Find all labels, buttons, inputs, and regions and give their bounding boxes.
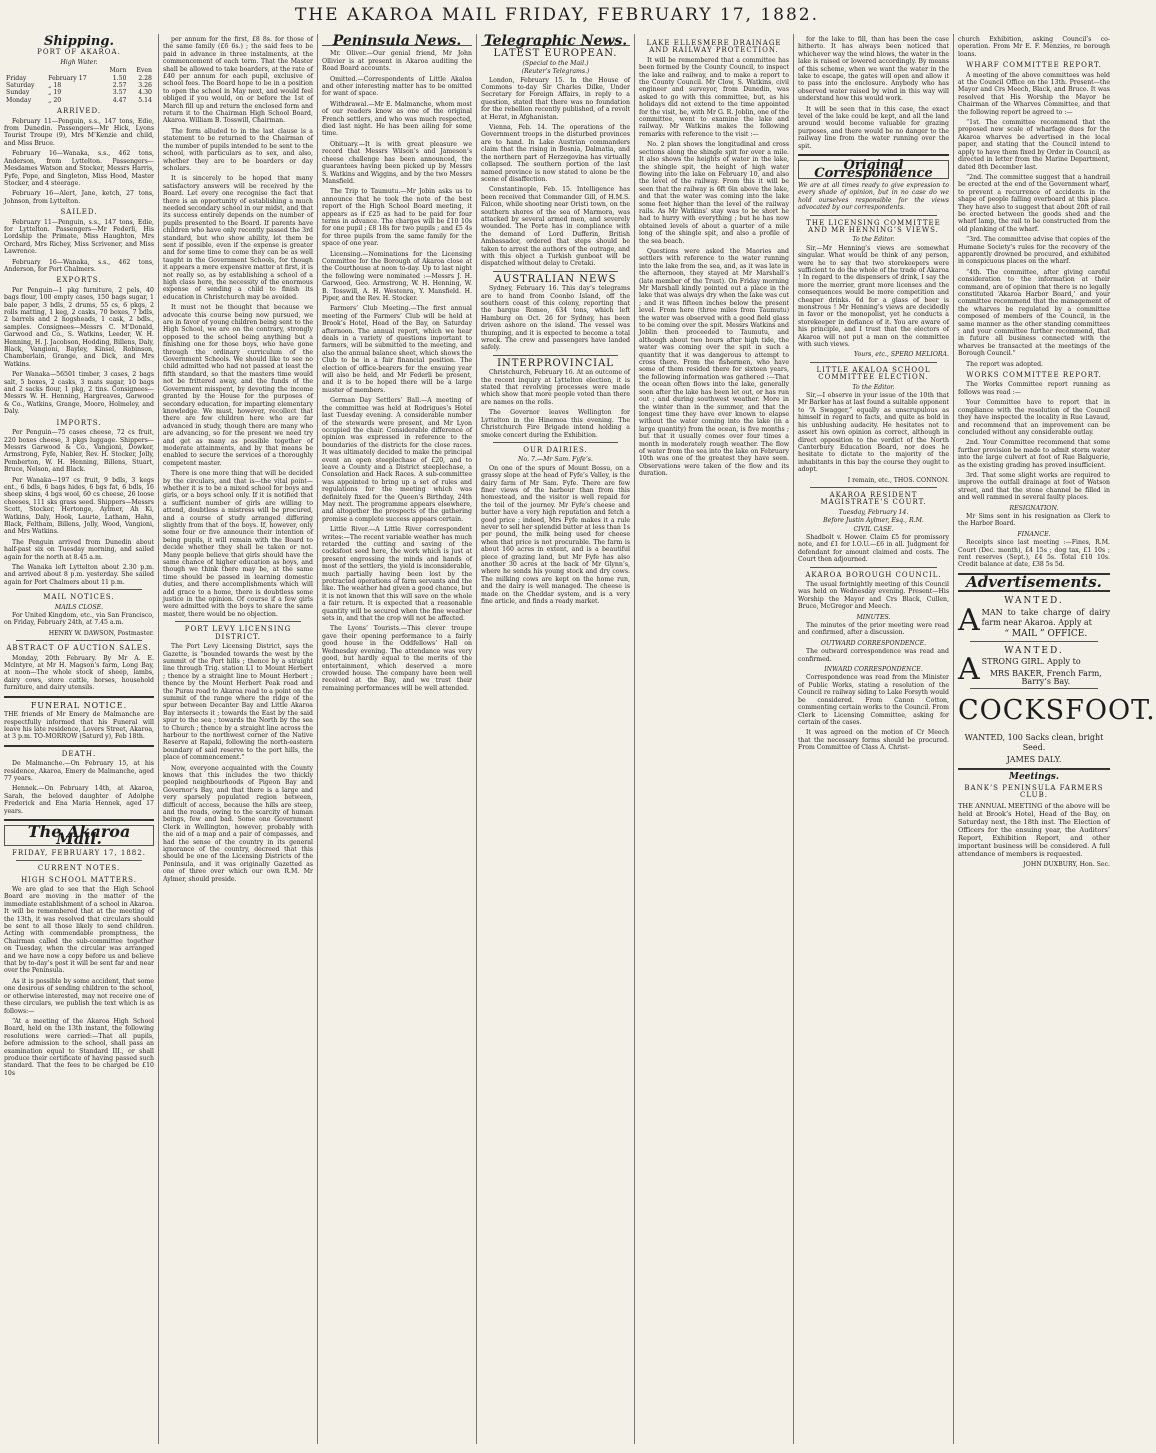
column-rule [317, 34, 318, 1444]
news-paragraph: Farmers’ Club Meeting.—The first annual meeting of the Farmers’ Club will be held at Brook’s Hotel, Head of the Bay, on Saturday afternoon. The annual report, which we hear deals in a variety of questions important to farmers, will be submitted to the meeting, and also the annual balance sheet, which shows the Club to be in a fair financial position. The election of office-bearers for the ensuing year will also be held, and Mr Federli be present, and it is to be hoped there will be a large muster of members. [322, 305, 472, 394]
tide-even: 4.30 [138, 89, 152, 97]
tide-table [4, 67, 154, 104]
tide-morn: 1.50 [112, 74, 127, 82]
tide-date: „ 20 [48, 96, 62, 104]
australian-paragraph: Sydney, February 16. This day’s telegrams are to hand from Coonbo Island, off the southern coast of this colony, reporting that the barque Romeo, 634 tons, which left Hamburg on Oct. 26 for Sydney, has been driven ashore on the island. The vessel was thumping, and it is expected to become a total wreck. The crew and passengers have landed safely. [481, 285, 630, 352]
lake-paragraph: No. 2 plan shows the longitudinal and cross sections along the shingle spit for over a mile. It also shows the heights of water in the lake, the shingle spit, the height of high water flowing into the lake on February 10, and also the level of the railway. From this it will be seen that the railway is 6ft 6in above the lake, and that the water was coming into the lake some feet higher than the level of the railway rails. As Mr Watkins’ stay was to be short he had to hurry with everything ; but he has now obtained levels of about a quarter of a mile long of the shingle spit, and also a profile of the sea beach. [639, 141, 789, 245]
school-continued: It is sincerely to be hoped that many satisfactory answers will be received by the Board. Let every one recognise the fact that there is an opportunity of establishing a much needed secondary school in our midst, and that its success entirely depends on the number of pupils presented to the Board. If parents have children who have only recently passed the 3rd standard, but who show ability, let them be sent if possible, even if the expense is greater and for some time to come they can be as well taught in the Government Schools, for though it appears a mere expensive matter at first, it is not really so, as by establishing a school of a high class here, the necessity of the enormous expense of sending a child to finish its education in Christchurch may be avoided. [163, 175, 313, 301]
borough-heading: AKAROA BOROUGH COUNCIL. [805, 570, 942, 579]
council-continued: church Exhibition, asking Council’s co-operation. From Mr E. F. Menzies, re borough loans. [958, 36, 1110, 58]
european-paragraph: Vienna, Feb. 14. The operations of the Government troops in the disturbed provinces are to hand. In Lake Austrian commanders claim that the rising in Bosnia, Dalmatia, and the northern part of Herzegovina has virtually collapsed. The southern portion of the last named province is now stated to alone be the scene of disaffection. [481, 124, 630, 183]
tide-morn: 3.57 [112, 89, 127, 97]
exports-entry: Per Wanaka—56501 timber, 3 cases, 2 bags salt, 5 boxes, 2 casks, 3 mats sugar, 10 bags and 2 sacks flour, 1 pkg, 2 tins. Consignees—Messrs W. H. Henning, Hargreaves, Garwood & Co., Watkins, Grange, Moore, Holmeley, and Daly. [4, 371, 154, 416]
column-rule [953, 34, 954, 1444]
school-paragraph: “At a meeting of the Akaroa High School Board, held on the 13th instant, the following resolutions were carried:—That all pupils, before admission to the school, shall pass an examination equal to Standard III., or shall produce their certificate of having passed such standard. That the fees to be charged be £10 10s [4, 1017, 154, 1077]
advert-girl [958, 646, 1110, 688]
lake-paragraph: Questions were asked the Maories and settlers with reference to the water running into the lake from the sea, and, as it was late in the afternoon, they stayed at Mr Marshall’s (late member of the Trust). On Friday morning Mr Marshall kindly pointed out a place in the lake that was always dry when the lake was cut ; and it was fifteen inches below the present level. From here (three miles from Taumutu) the water was observed with a good field glass to be coming over the spit. Messrs Watkins and Joblin then proceeded to Taumutu, and although about two hours after high tide, the water was coming over the spit in such a quantity that it was dangerous to attempt to cross there. From the fishermen, who have some of them resided there for sixteen years, the following information was gathered :—That the ocean often flows into the lake, generally soon after the lake has been let out, or has run out ; and during southwest weather. More in the winter than in the summer, and that the longest time they have ever known to elapse without the water coming into the lake (in a large quantity) from the ocean, is five months ; but that it usually comes over four times a month in moderately rough weather. The flow of water from the sea into the lake on February 10th was one of the greatest they have seen. Observations were taken of the flow and its duration. [639, 247, 789, 478]
tide-day: Friday [6, 74, 27, 82]
news-paragraph: Obituary.—It is with great pleasure we record that Messrs Wilson’s and Jameson’s cheese challenge has been announced, the guarantees having been picked up by Messrs S. Watkins and Wiggins, and by the two Messrs Mansfield. [322, 140, 472, 185]
editor-notice: We are at all times ready to give expression to every shade of opinion, but in no case do we hold ourselves responsible for the views advocated by our correspondents. [798, 181, 949, 212]
wharf-paragraph: A meeting of the above committees was held at the Council Office on the 13th. Present—the Mayor and Crs Meech, Black, and Bruce. It was resolved that His Worship the Mayor be Chairman of the Wharves Committee, and that the following report be agreed to :— [958, 71, 1110, 116]
advert-sign: “ MAIL ” OFFICE. [1004, 628, 1088, 639]
column-rule [793, 34, 794, 1444]
shipping-title: Shipping. [44, 34, 114, 49]
borough-text: The usual fortnightly meeting of this Council was held on Wednesday evening. Present—His Worship the Mayor and Crs Black, Cullen, Bruce, McGregor and Meech. [798, 581, 949, 611]
wharf-paragraph: “4th. The committee, after giving careful consideration to the information at their command, are of opinion that there is no legally constituted ‘Akaroa Harbor Board,’ and your committee recommend that the management of the wharves be regulated by a committee composed of members of the Council, in the same manner as the other standing committees ; and your committee further recommend, that in future all business connected with the wharves be transacted at the meetings of the Borough Council.” [958, 268, 1110, 358]
advert-wanted: WANTED. [1004, 596, 1064, 607]
table-row [4, 89, 154, 96]
bank-text: THE ANNUAL MEETING of the above will be held at Brook’s Hotel, Head of the Bay, on Saturday next, the 18th inst. The Election of Officers for the ensuing year, the Auditors’ Report, Exhibition Report, and other important business will be considered. A full attendance of members is requested. [958, 801, 1110, 858]
works-paragraph: 3rd. That some slight works are required to improve the outfall drainage at foot of Watson street, and that the stone channel be filled in and well rammed in several faulty places. [958, 471, 1110, 502]
death-entry: Hennek.—On February 14th, at Akaroa, Sarah, the beloved daughter of Adolphe Frederick and Ena Maria Hennek, aged 17 years. [4, 785, 154, 815]
high-water-heading: High Water. [60, 58, 98, 66]
meetings-title: Meetings. [1008, 771, 1060, 782]
current-heading: CURRENT NOTES. [37, 864, 121, 873]
licensing-paragraph: Now, everyone acquainted with the County knows that this includes the two thickly peopled neighbourhoods of Pigeon Bay and Governor’s Bay, and that there is a large and very sparsely populated region between, difficult of access, because the hills are steep, and the roads, owing to the scarcity of human beings, few and bad. Some one Government Clerk in Wellington, however, probably with the aid of a map and a pair of compasses, and had the sense of the country in its general ignorance of the country, decreed that this should be one of the Licensing Districts of the Peninsula, and it was originally Gazetted as one of three over which our own R.M. Mr Aylmer, should preside. [163, 764, 313, 883]
exports-heading: EXPORTS. [56, 276, 102, 285]
interprovincial-paragraph: The Governor leaves Wellington for Lyttelton in the Hinemoa this evening. The Christchurch Fire Brigade intend holding a smoke concert during the Exhibition. [481, 409, 630, 439]
masthead: THE AKAROA MAIL FRIDAY, FEBRUARY 17, 1882. [294, 5, 819, 25]
interprovincial-paragraph: Christchurch, February 16. At an outcome of the recent inquiry at Lyttelton election, it is stated that revolving processes were made which show that more people voted than there are names on the rolls. [481, 369, 630, 406]
news-paragraph: Omitted.—Correspondents of Little Akaloa and other interesting matter has to be omitted for want of space. [322, 75, 472, 98]
advert-drop-letter: A [958, 652, 980, 688]
telegraphic-title: Telegraphic News. [481, 38, 630, 46]
postmaster: HENRY W. DAWSON, Postmaster. [48, 629, 154, 637]
peninsula-title: Peninsula News. [322, 38, 472, 46]
tide-day: Saturday [6, 82, 35, 90]
column-3 [322, 33, 472, 1446]
lake-heading: LAKE ELLESMERE DRAINAGE AND RAILWAY PROTECTION. [646, 39, 782, 55]
letter-paragraph: Sir,—I observe in your issue of the 10th that Mr Barker has at last found a suitable opponent to “A Swagger,” equally as unscrupulous as himself in regard to facts, and quite as bold in his unblushing audacity. He hesitates not to assert his own opinion as correct, although in direct opposition to the verdict of the North Canterbury Education Board, nor does he hesitate to dictate to the majority of the inhabitants in this bay the course they ought to adopt. [798, 392, 949, 474]
tide-header: Morn [109, 67, 127, 75]
inward-heading: INWARD CORRESPONDENCE. [824, 666, 923, 674]
outward-text: The outward correspondence was read and confirmed. [798, 648, 949, 663]
news-paragraph: Licensing.—Nominations for the Licensing Committee for the Borough of Akaroa close at the Courthouse at noon to-day. Up to last night the following were nominated :—Messrs J. H. Garwood, Geo. Armstrong, W. H. Henning, W. B. Tosswill, A. H. Westenra, Y. Mansfield. H. Piper, and the Rev. H. Stocker. [322, 250, 472, 302]
abstract-heading: ABSTRACT OF AUCTION SALES. [6, 644, 152, 653]
school-continued: There is one more thing that will be decided by the circulars, and that is—the vital point—whether it is to be a mixed school for boys and girls, or a boys school only. If it is notified that a sufficient number of girls are willing to attend, doubtless a mistress will be procured, and a course of study arranged differing slightly from that of the boys. If, however, only some four or five announce their intention of being pupils, it will remain with the Board to decide whether they shall be taken or not. Many people believe that girls should have the same chance of higher education as boys, and though we think there may be, at the same time should be passed in learning domestic duties, and there accomplishments which will add grace to a home, there is doubtless some justice in the opinion. Of course if a few girls were admitted with the boys to share the same master, there would be no objection. [163, 470, 313, 618]
reuter-note: (Reuter’s Telegrams.) [521, 68, 590, 76]
arrived-entry: February 16—Wanaka, s.s., 462 tons, Anderson, from Lyttelton. Passengers—Mesdames Watson and Stocker, Messrs Harris, Fyfe, Pope, and Singleton, Miss Hood, Master Stocker, and 4 steerage. [4, 150, 154, 187]
bank-sign: JOHN DUXBURY, Hon. Sec. [1023, 860, 1110, 868]
tide-even: 3.26 [138, 82, 152, 90]
advert-dairy [958, 598, 1110, 638]
tide-even: 2.28 [138, 74, 152, 82]
column-4 [481, 33, 630, 1446]
news-paragraph: Mr. Oliver.—Our genial friend, Mr John Ollivier is at present in Akaroa auditing the Road Board accounts. [322, 50, 472, 73]
table-row [4, 75, 154, 82]
wharf-paragraph: “1st. The committee recommend that the proposed new scale of wharfage dues for the Akaroa wharves be advertised in the local paper, and stating that the Council intend to apply to have them fixed by Order in Council, as directed in letter from the Marine Department, dated 8th December last. [958, 119, 1110, 171]
cocksfoot-headline: COCKSFOOT. [958, 695, 1156, 727]
funeral-heading: FUNERAL NOTICE. [30, 700, 128, 710]
lake-continued: It will be seen that in this case, the exact level of the lake could be kept, and all the land around would become valuable for grazing purposes, and there would be no danger to the railway line from the water running over the spit. [798, 105, 949, 150]
to-editor: To the Editor. [852, 383, 895, 391]
mail-text: For United Kingdom, etc., via San Francisco, on Friday, February 24th, at 7.45 a.m. [4, 612, 154, 627]
closing-text: It was agreed on the motion of Cr Meech that the necessary forms should be procured. From Committee of Class A. Christ- [798, 729, 949, 752]
column-6 [798, 36, 949, 1446]
resignation-heading: RESIGNATION. [1009, 504, 1059, 512]
court-heading: AKAROA RESIDENT MAGISTRATE’S COURT. [820, 490, 927, 507]
licensing-paragraph: The Port Levy Licensing District, says the Gazette, is “bounded towards the west by the summit of the Port hills ; thence by a straight line through Trig. station L1 to Mount Herbert ; thence by a straight line to Mount Herbert ; thence by the Mount Herbert Peak road and the Purau road to Akaroa road to a point on the summit of the range where the ridge of the spur between Decanter Bay and Little Akaroa Bay intersects it ; towards the East by the said spur to the sea ; towards the North by the sea to Church ; thence by a straight line across the harbour to the northwest corner of the Native Reserve at Rapaki, following the north-eastern boundary of said reserve to the port hills, the place of commencement.” [163, 643, 313, 762]
wharf-heading: WHARF COMMITTEE REPORT. [966, 61, 1102, 70]
dairies-paragraph: On one of the spurs of Mount Bossu, on a grassy slope at the head of Fyfe’s Valley, is the dairy farm of Mr Sam. Fyfe. There are few finer views of the harbour than from this homestead, and the visitor is well repaid for the toil of the journey. Mr Fyfe’s cheese and butter have a very high reputation and fetch a good price ; indeed, Mrs Fyfe makes it a rule never to sell her splendid butter at less than 1s per pound, the milk being used for cheese when that price is not procurable. The farm is about 160 acres in extent, and is a beautiful piece of grazing land, but Mr Fyfe has also another 30 acres at the back of Mr Glynn’s, where he sends his young stock and dry cows. The milking cows are kept on the home run, and the dairy is well managed. The cheese is made on the Cheddar system, and is a very fine article, and finds a ready market. [481, 464, 630, 606]
european-paragraph: Constantinople, Feb. 15. Intelligence has been received that Commander Gill, of H.M.S. Falcon, while shooting near Oristi town, on the southern shores of the sea of Marmora, was attacked by several armed men, and severely wounded. The Porte has in compliance with the demand of Lord Dufferin, British Ambassador, ordered that steps should be taken to arrest the authors of the outrage, and with this object a Turkish gunboat will be dispatched without delay to Cretaki. [481, 186, 630, 268]
finance-text: Receipts since last meeting :—Fines, R.M. Court (Dec. month), £4 15s ; dog tax, £1 10s ; rent reserves (Sept.), £4 5s. Total £10 10s. Credit balance at date, £38 5s 5d. [958, 539, 1110, 569]
arrived-entry: February 16—Alert, Jane, ketch, 27 tons, Johnson, from Lyttelton. [4, 190, 154, 205]
dairies-sub: No. 7.—Mr Sam. Fyfe’s. [518, 456, 593, 464]
licensing-heading: PORT LEVY LICENSING DISTRICT. [184, 625, 292, 641]
column-rule [476, 34, 477, 1444]
tide-morn: 4.47 [112, 96, 127, 104]
works-heading: WORKS COMMITTEE REPORT. [966, 371, 1102, 380]
civil-case-heading: CIVIL CASE. [853, 525, 894, 533]
minutes-text: The minutes of the prior meeting were read and confirmed, after a discussion. [798, 622, 949, 637]
imports-entry: Per Wanaka—197 cs fruit, 9 bdls, 3 kegs ent., 6 bdls, 6 bags hides, 6 bgs fat, 6 bdls, 16 sheep skins, 4 bgs wool, 60 cs cheese, 26 loose cheeses, 111 sks grass seed. Shippers—Messrs Scott, Stocker, Hertonge, Aylmer, Ah Ki, Watkins, Daly, Hook, Laurie, Latham, Hahn, Black, Feltham, Billens, Jolly, Wood, Vangioni, and Mrs Watkins. [4, 476, 154, 536]
news-paragraph: Little River.—A Little River correspondent writes:—The recent variable weather has much retarded the cutting and saving of the cocksfoot seed here, the work which is just at present engrossing the minds and hands of most of the settlers, the yield is inconsiderable, much partially having been lost by the protracted operations of farm servants and the like. The weather had given a good chance, but it is not known that this will save on the whole a fair return. It is expected that a reasonable quantity will be secured when the fine weather sets in, and that the crop will not be affected. [322, 526, 472, 623]
table-row [4, 97, 154, 104]
sailed-heading: SAILED. [60, 208, 98, 217]
lake-continued: for the lake to fill, than has been the case hitherto. It has always been noticed that whichever way the wind blows, the water in the lake is raised or lowered accordingly. By means of this scheme, when we want the water in the lake to escape, the gates will open and allow it to pass into the enclosure. Anybody who has observed water raised by wind in this way will understand how this would work. [798, 36, 949, 103]
inward-text: Correspondence was read from the Minister of Public Works, stating a resolution of the Council re railway siding to Lake Forsyth would be considered. From Canon Cotton, commenting certain works to the Council. From Clerk to Licensing Committee, asking for certain of the cases. [798, 674, 949, 726]
works-paragraph: 2nd. Your Committee recommend that some further provision be made to admit storm water into the large culvert at foot of Rue Balguerie, as the existing grading has proved insufficient. [958, 439, 1110, 469]
interprovincial-heading: INTERPROVINCIAL [497, 357, 614, 369]
column-2 [163, 36, 313, 1446]
cocksfoot-sign: JAMES DALY. [1006, 755, 1062, 765]
works-paragraph: The Works Committee report running as follows was read :— [958, 381, 1110, 396]
news-paragraph: The Lyons’ Tourists.—This clever troupe gave their opening performance to a fairly good house in the Oddfellows’ Hall on Wednesday evening. The attendance was very good, but hardly equal to the merits of the entertainment, which deserved a more crowded house. The company have been well received at the Bay, and we trust their remaining performances will be well attended. [322, 625, 472, 692]
licensing-letter-heading: THE LICENSING COMMITTEE AND MR HENNING’S VIEWS. [806, 218, 941, 234]
school-continued: per annum for the first, £8 8s. for those of the same family (£6 6s.) ; the said fees to be paid in advance in three instalments, at the commencement of each term. That the Master shall be allowed to take boarders, at the rate of £40 per annum for each pupil, exclusive of school fees. The Board hope to be in a position to open the school in May next, and would feel obliged if you would, on or before the 1st of March fill up and return the enclosed form and return it to the Chairman High School Board, Akaroa. William B. Tosswill, Chairman. [163, 36, 313, 125]
death-entry: De Malmanche.—On February 15, at his residence, Akaroa, Emery de Malmanche, aged 77 years. [4, 760, 154, 782]
australian-heading: AUSTRALIAN NEWS [494, 273, 617, 285]
advert-sign: MRS BAKER, French Farm, Barry’s Bay. [989, 669, 1102, 686]
wharf-paragraph: “2nd. The committee suggest that a handrail be erected at the end of the Government wharf, to prevent a recurrence of accidents in the shape of people falling overboard at this place. They have also to suggest that about 20ft of rail be erected between the goods shed and the wharf lamp, the rail to be constructed from the old planking of the wharf. [958, 173, 1110, 233]
tide-day: Monday [6, 96, 32, 104]
tide-date: „ 19 [48, 89, 62, 97]
tide-day: Sunday [6, 89, 30, 97]
school-letter-heading: LITTLE AKALOA SCHOOL COMMITTEE ELECTION. [816, 365, 931, 382]
minutes-heading: MINUTES. [856, 613, 891, 621]
european-paragraph: London, February 15. In the House of Commons to-day Sir Charles Dilke, Under Secretary for Foreign Affairs, in reply to a question, stated that there was no foundation for the rebellion recently published, of a revolt at Herat, in Afghanistan. [481, 76, 630, 121]
resignation-text: Mr Sims sent in his resignation as Clerk to the Harbor Board. [958, 512, 1110, 528]
column-5 [639, 36, 789, 1446]
death-heading: DEATH. [61, 749, 97, 758]
special-note: (Special to the Mail.) [522, 59, 589, 67]
advert-drop-letter: A [958, 602, 980, 638]
lake-paragraph: It will be remembered that a committee has been formed by the County Council, to inspect the lake and railway, and to make a report to the County Council. Mr Clow, S. Watkins, civil engineer and surveyor, from Dunedin, was asked to go with this committee, but, as his holidays did not extend to the time appointed for the visit, he, with Mr G. R. Joblin, one of the committee, went to examine the lake and railway. Mr Watkins makes the following remarks with reference to the visit :— [639, 56, 789, 138]
exports-entry: Per Penguin—1 pkg furniture, 2 pels, 40 bags flour, 100 empty cases, 150 bags sugar, 1 bale paper, 3 bdls, 2 drums, 55 cs, 6 pkgs, 2 rolls matting, 1 keg, 2 casks, 70 boxes, 7 bdls, 2 barrels and 2 hogsheads, 1 cask, 2 bdls., samples. Consignees—Messrs C. M’Donald, Garwood and Co., S. Watkins, Leeder, W. H. Henning, H. J. Jacobson, Hodding, Billens, Daly, Black, Vangioni, Bayley, Kinsel, Robinson, Chamberlain, Grange, and Dick, and Mrs Watkins. [4, 286, 154, 368]
paper-date: FRIDAY, FEBRUARY 17, 1882. [12, 848, 146, 857]
penguin-note: The Penguin arrived from Dunedin about half-past six on Tuesday morning, and sailed again for the north at 8.45 a.m. [4, 538, 154, 561]
school-paragraph: We are glad to see that the High School Board are moving in the matter of the immediate establishment of a school in Akaroa. It will be remembered that at the meeting of the 13th, it was resolved that circulars should be sent to all those likely to send children. Acting with commendable promptness, the Chairman called the sub-committee together on Tuesday, when the circular was arranged and we have now a copy before us and believe that by to-day’s post it will be sent far and near over the Peninsula. [4, 886, 154, 975]
imports-entry: Per Penguin—75 cases cheese, 72 cs fruit, 220 boxes cheese, 3 pkgs luggage. Shippers—Messrs Garwood & Co., Vangioni, Dowker, Armstrong, Fyfe, Nabler, Rev. H. Stocker, Jolly, Pemberton, W. H. Henning, Billens, Stuart, Bruce, Nelson, and Black. [4, 429, 154, 474]
imports-heading: IMPORTS. [56, 418, 102, 427]
arrived-entry: February 11—Penguin, s.s., 147 tons, Edie, from Dunedin. Passengers—Mr Hick, Lyons Tourist Troupe (9), Mrs M’Kenzie and child, and Miss Bruce. [4, 117, 154, 147]
funeral-text: THE friends of Mr Emery de Malmanche are respectfully informed that his Funeral will leave his late residence, Lovers Street, Akaroa, at 3 p.m. TO-MORROW (Saturd y), Feb 18th. [4, 711, 154, 741]
paper-title: The Akaroa Mail. [4, 825, 154, 846]
bank-heading: BANK’S PENINSULA FARMERS CLUB. [964, 784, 1104, 800]
advert-wanted: WANTED. [1004, 646, 1064, 657]
to-editor: To the Editor. [852, 236, 895, 244]
wharf-paragraph: The report was adopted. [966, 360, 1043, 368]
port-heading: PORT OF AKAROA. [37, 48, 121, 57]
letter-paragraph: Sir,—Mr Henning’s views are somewhat singular. What would be think of any person, were he to say that two storekeepers were sufficient to do the whole of the trade of Akaroa ! In regard to the dispensers of drink, I say the more the merrier, grant more licenses and the consequences would be more competition and cheaper drinks. 6d for a glass of beer is monstrous ! Mr Henning’s views are decidedly in favor or the monopolist, yet he conducts a storekeeper in defiance of it. You are aware of his principle, and I trust that the electors of Akaroa will not put a man on the committee with such views. [798, 244, 949, 349]
advert-body: STRONG GIRL. Apply to [981, 657, 1081, 667]
works-paragraph: Your Committee have to report that in compliance with the resolution of the Council they have inspected the locality in Rue Lavaud, and recommend that an improvement can be concluded without any considerable outlay. [958, 399, 1110, 436]
finance-heading: FINANCE. [1017, 530, 1051, 538]
column-rule [158, 34, 159, 1444]
mail-heading: MAIL NOTICES. [43, 593, 115, 602]
tide-morn: 2.57 [112, 82, 127, 90]
dairies-heading: OUR DAIRIES. [523, 445, 588, 454]
letter-sign: I remain, etc., THOS. CONNON. [847, 476, 949, 484]
column-1 [4, 36, 154, 1446]
news-paragraph: The Trip to Taumutu.—Mr Jobin asks us to announce that he took the note of the best report of the High School Board meeting, it appears as if £25 as had to be paid for four terms in advance. The charges will be £10 10s for one pupil ; £8 18s for two pupils ; and £5 4s for three pupils from the same family for the space of one year. [322, 188, 472, 248]
school-paragraph: As it is possible by some accident, that some one desirous of sending children to the school, or otherwise interested, may not receive one of these circulars, we publish the text which is as follows:— [4, 977, 154, 1015]
school-continued: The form alluded to in the last clause is a statement to be returned to the Chairman of the number of pupils intended to be sent to the school, with particulars as to sex, and also, whether they are to be boarders or day scholars. [163, 127, 313, 172]
court-text: Shadbolt v. Hower. Claim £5 for promissory note, and £1 for I.O.U.—£6 in all. Judgment for defendant for amount claimed and costs. The Court then adjourned. [798, 533, 949, 564]
table-row [4, 82, 154, 89]
wanaka-note: The Wanaka left Lyttelton about 2.30 p.m. and arrived about 8 p.m. yesterday. She sailed again for Port Chalmers about 11 p.m. [4, 564, 154, 586]
tide-date: February 17 [48, 74, 87, 82]
school-heading: HIGH SCHOOL MATTERS. [21, 875, 137, 884]
court-before: Before Justin Aylmer, Esq., R.M. [823, 517, 924, 525]
advert-body: MAN to take charge of dairy farm near Akaroa. Apply at [981, 607, 1110, 627]
mail-sub: MAILS CLOSE. [54, 603, 104, 611]
wharf-paragraph: “3rd. The committee advise that copies of the Humane Society’s rules for the recovery of the apparently drowned be procured, and exhibited in conspicuous places on the wharf. [958, 236, 1110, 266]
abstract-text: Monday, 20th February. By Mr A. E. Mclntyre, at Mr H. Magson’s farm, Long Bay, at noon—The whole stock of sheep, lambs, dairy cows, store cattle, horses, household furniture, and dairy utensils. [4, 654, 154, 692]
letter-sign: Yours, etc., SPERO MELIORA. [853, 351, 949, 359]
tide-date: „ 18 [48, 82, 62, 90]
sailed-entry: February 16—Wanaka, s.s., 462 tons, Anderson, for Port Chalmers. [4, 258, 154, 273]
outward-heading: OUTWARD CORRESPONDENCE. [820, 639, 927, 647]
cocksfoot-body: WANTED, 100 Sacks clean, bright Seed. [964, 733, 1104, 753]
news-paragraph: German Day Settlers’ Ball.—A meeting of the committee was held at Rodrigues’s Hotel last Tuesday evening. A considerable number of the stewards were present, and Mr Lyon occupied the chair. Considerable difference of opinion was expressed in reference to the boundaries of the districts for the close races. It was ultimately decided to make the principal event an open steeplechase of £20, and to leave a County and a District steeplechase, a Consolation and Hack Races. A sub-committee was appointed to bring up a set of rules and regulations for the meeting which was definitely fixed for the Queen’s Birthday, 24th May next. The programme appears elsewhere, and altogether the prospects of the gathering promise a complete success appears certain. [322, 397, 472, 523]
sailed-entry: February 11—Penguin, s.s., 147 tons, Edie, for Lyttelton. Passengers—Mr Federli, His Lordship the Primate, Miss Haughton, Mrs Orchard, Mrs Richey, Miss Scrivener, and Miss Lawrence. [4, 218, 154, 256]
court-date: Tuesday, February 14. [838, 508, 909, 516]
tide-even: 5.14 [138, 96, 152, 104]
column-rule [634, 34, 635, 1444]
latest-european-heading: LATEST EUROPEAN. [493, 48, 618, 60]
original-correspondence-title: Original Correspondence [798, 160, 949, 179]
news-paragraph: Withdrawal.—Mr E. Malmanche, whom most of our readers know as one of the original French settlers, and who was much respected, died last night. He has been ailing for some time. [322, 100, 472, 138]
advertisements-title: Advertisements. [966, 572, 1102, 591]
arrived-heading: ARRIVED. [56, 107, 102, 116]
tide-header: Even [136, 67, 152, 75]
school-continued: It must not be thought that because we advocate this course being now pursued, we are in favor of young children being sent to the High School, we are on the contrary, strongly opposed to the school being anything but a finishing one for those boys, who have gone through the ordinary curriculum of the Government Schools. We should like to see no child admitted who had not passed at least the fifth standard, so that the masters time would not be frittered away, and the funds of the Government misspent, by devoting the income granted by the House for the purposes of secondary education, for imparting elementary knowledge. We must, however, recollect that there are few children here who are far advanced in study, though there are many who are advancing, so for the present we need try and get as many as possible together of moderate attainments, and by that means be enabled to secure the services of a thoroughly competent master. [163, 304, 313, 467]
column-7 [958, 36, 1156, 1446]
